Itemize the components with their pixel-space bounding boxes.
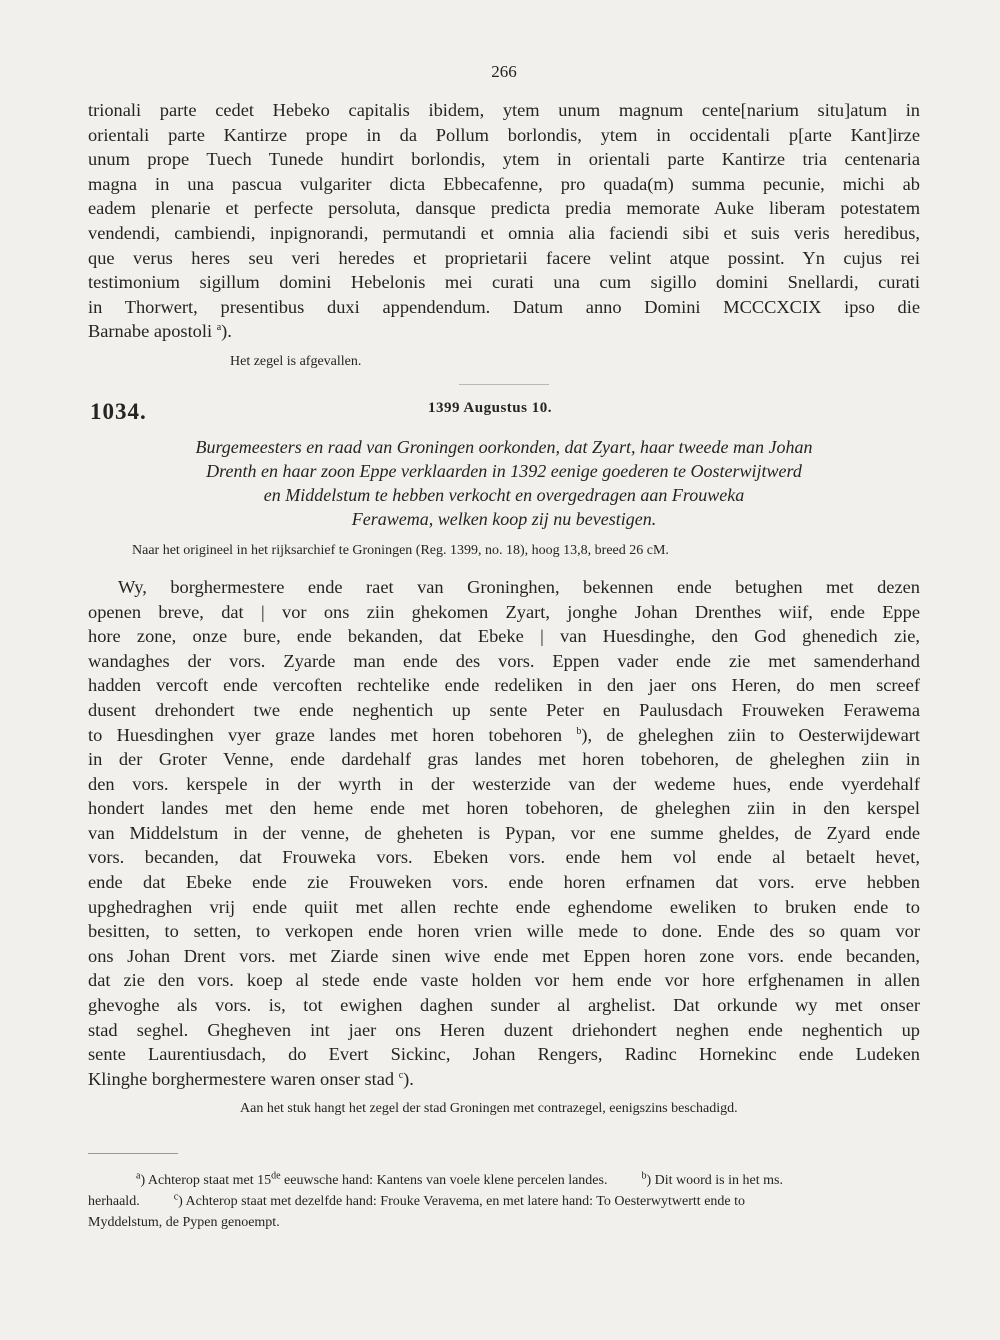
superscript-text: de xyxy=(271,1170,281,1182)
footnote-marker: b xyxy=(576,725,582,737)
footnote-divider xyxy=(88,1153,178,1154)
regest-line: en Middelstum te hebben verkocht en overgedragen aan Frouweka xyxy=(263,484,745,505)
text-line: sente Laurentiusdach, do Evert Sickinc, Johan Rengers, Radinc Hornekinc ende Ludeken xyxy=(88,1044,920,1065)
text-line: que verus heres seu veri heredes et proprietarii facere velint atque possint. Yn cujus rei xyxy=(88,247,920,268)
charter-regest xyxy=(88,435,920,531)
text-line: magna in una pascua vulgariter dicta Ebbecafenne, pro quada(m) summa pecunie, michi ab xyxy=(88,173,920,194)
page-number: 266 xyxy=(491,62,517,81)
text-line: dat zie den vors. koep al stede ende vaste holden vor hem ende vor hore erfghenamen in allen xyxy=(88,970,920,991)
seal-note: Het zegel is afgevallen. xyxy=(230,353,362,369)
text-line: in Thorwert, presentibus duxi appendendum. Datum anno Domini MCCCXCIX ipso die xyxy=(88,296,920,317)
source-note: Naar het origineel in het rijksarchief te Groningen (Reg. 1399, no. 18), hoog 13,8, breed 26 cM. xyxy=(132,542,669,558)
footnote-line: Myddelstum, de Pypen genoempt. xyxy=(88,1215,280,1231)
text-line: hadden vercoft ende vercoften rechtelike ende redeliken in den jaer ons Heren, do men screef xyxy=(88,675,920,696)
text-line: stad seghel. Ghegheven int jaer ons Heren duzent driehondert neghen ende neghentich up xyxy=(88,1019,920,1040)
regest-line: Burgemeesters en raad van Groningen oorkonden, dat Zyart, haar tweede man Johan xyxy=(195,436,813,457)
text-line: hondert landes met den heme ende met horen tobehoren, de gheleghen ziin in den kerspel xyxy=(88,798,920,819)
text-line: Wy, borghermestere ende raet van Groninghen, bekennen ende betughen met dezen xyxy=(118,576,920,597)
regest-line: Drenth en haar zoon Eppe verklaarden in 1392 eenige goederen te Oosterwijtwerd xyxy=(206,460,802,481)
footnote-text: ) Achterop staat met dezelfde hand: Frouke Veravema, en met latere hand: To Oesterwytwertt ende to xyxy=(178,1194,746,1210)
section-divider xyxy=(459,384,549,385)
text-fragment: ). xyxy=(221,321,232,342)
text-line: vendendi, cambiendi, inpignorandi, permutandi et omnia alia faciendi sibi et suis veris heredibus, xyxy=(88,222,920,243)
text-fragment: ), de gheleghen ziin to Oesterwijdewart xyxy=(581,724,920,745)
text-line: unum prope Tuech Tunede hundirt borlondis, ytem in orientali parte Kantirze tria centenaria xyxy=(88,149,920,170)
text-line: ende dat Ebeke ende zie Frouweken vors. ende horen erfnamen dat vors. erve hebben xyxy=(88,872,920,893)
footnote-marker: a xyxy=(216,322,222,334)
footnote-text: eeuwsche hand: Kantens van voele klene percelen landes. xyxy=(280,1173,608,1189)
text-fragment: to Huesdinghen vyer graze landes met horen tobehoren xyxy=(88,724,563,745)
text-line xyxy=(88,319,920,344)
footnotes xyxy=(88,1170,920,1233)
charter-header xyxy=(88,397,920,431)
text-line: upghedraghen vrij ende quiit met allen rechte ende eghendome eweliken to bruken ende to xyxy=(88,896,920,917)
text-line xyxy=(88,723,920,748)
text-line: trionali parte cedet Hebeko capitalis ibidem, ytem unum magnum cente[narium situ]atum in xyxy=(88,100,920,120)
text-line: besitten, to setten, to verkopen ende horen vrien wille mede to done. Ende des so quam vor xyxy=(88,921,920,942)
charter-number: 1034. xyxy=(90,398,147,424)
footnote-marker: c xyxy=(398,1069,404,1081)
footnote-text: ) Achterop staat met 15 xyxy=(140,1173,272,1189)
text-fragment: ). xyxy=(403,1068,414,1089)
footnote-marker: b xyxy=(641,1170,647,1182)
footnote-line xyxy=(88,1191,920,1212)
continued-charter-text xyxy=(88,98,920,344)
text-line: van Middelstum in der venne, de gheheten is Pypan, vor ene summe gheldes, de Zyard ende xyxy=(88,822,920,843)
seal-note-2: Aan het stuk hangt het zegel der stad Groningen met contrazegel, eenigszins beschadigd. xyxy=(240,1101,738,1117)
text-line xyxy=(88,1067,920,1092)
charter-date: 1399 Augustus 10. xyxy=(428,399,552,416)
footnote-marker: c xyxy=(173,1191,179,1203)
text-line: ghevoghe als vors. is, tot ewighen daghen sunder al arghelist. Dat orkunde wy met onser xyxy=(88,995,920,1016)
text-line: testimonium sigillum domini Hebelonis mei curati una cum sigillo domini Snellardi, curati xyxy=(88,272,920,293)
footnote-text: ) Dit woord is in het ms. xyxy=(646,1173,783,1189)
text-fragment: Klinghe borghermestere waren onser stad xyxy=(88,1068,395,1089)
text-line: eadem plenarie et perfecte persoluta, dansque predicta predia memorate Auke liberam potestatem xyxy=(88,198,920,219)
text-line: openen breve, dat | vor ons ziin ghekomen Zyart, jonghe Johan Drenthes wiif, ende Eppe xyxy=(88,601,920,622)
footnote-marker: a xyxy=(136,1170,141,1182)
text-line: hore zone, onze bure, ende bekanden, dat Ebeke | van Huesdinghe, den God ghenedich zie, xyxy=(88,626,920,647)
text-line: vors. becanden, dat Frouweka vors. Ebeken vors. ende hem vol ende al betaelt hevet, xyxy=(88,847,920,868)
text-line: ons Johan Drent vors. met Ziarde sinen wive ende met Eppen horen zone vors. ende becanden, xyxy=(88,945,920,966)
document-page xyxy=(88,62,920,1233)
text-line: in der Groter Venne, ende dardehalf gras landes met horen tobehoren, de gheleghen ziin in xyxy=(88,749,920,770)
text-fragment: Barnabe apostoli xyxy=(88,321,213,342)
regest-line: Ferawema, welken koop zij nu bevestigen. xyxy=(351,508,657,529)
charter-text xyxy=(88,575,920,1091)
footnote-line xyxy=(88,1170,920,1191)
text-line: wandaghes der vors. Zyarde man ende des vors. Eppen vader ende zie met samenderhand xyxy=(88,650,920,671)
footnote-text: herhaald. xyxy=(88,1194,140,1210)
text-line: den vors. kerspele in der wyrth in der westerzide van der wedeme hues, ende vyerdehalf xyxy=(88,773,920,794)
text-line: dusent drehondert twe ende neghentich up sente Peter en Paulusdach Frouweken Ferawema xyxy=(88,699,920,720)
text-line: orientali parte Kantirze prope in da Pollum borlondis, ytem in occidentali p[arte Kant]irze xyxy=(88,124,920,145)
